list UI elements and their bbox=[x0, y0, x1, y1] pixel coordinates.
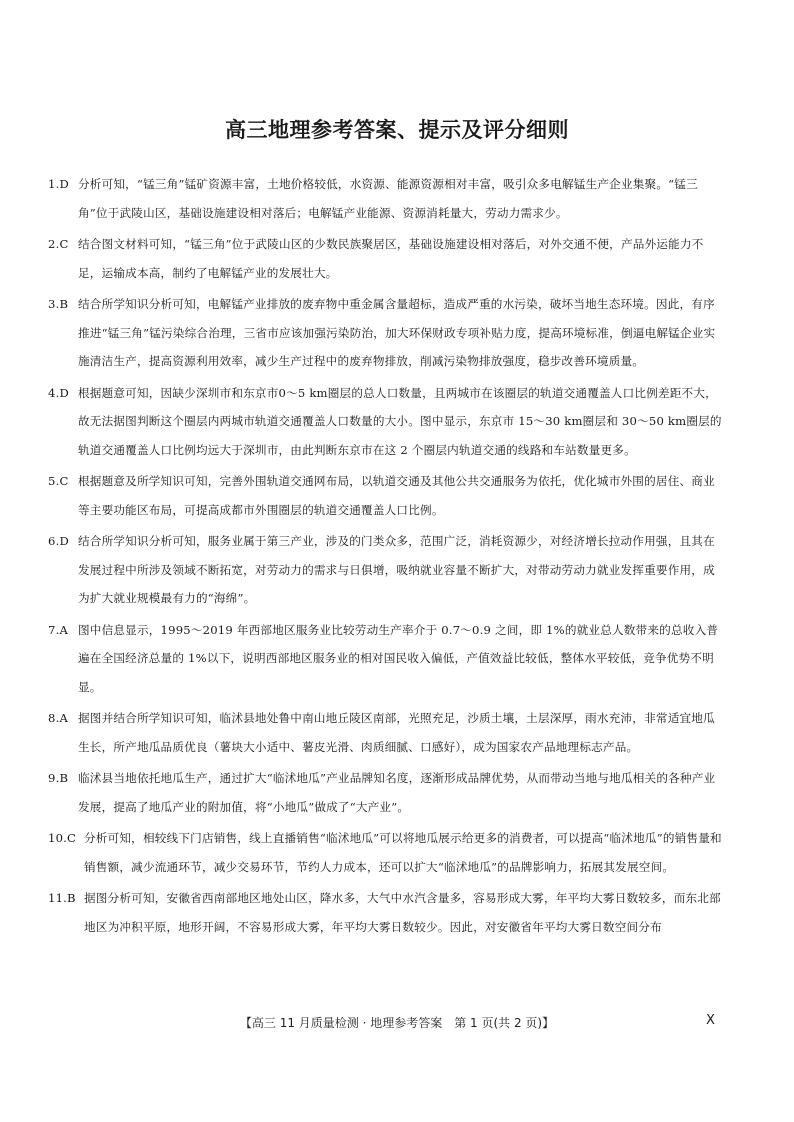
page-title: 高三地理参考答案、提示及评分细则 bbox=[225, 118, 569, 142]
answer-item-4 bbox=[48, 379, 724, 465]
answer-item-3 bbox=[48, 290, 724, 376]
answer-number: 3.B bbox=[48, 297, 69, 311]
answer-item-8 bbox=[48, 704, 724, 761]
answer-text: 根据题意可知，因缺少深圳市和东京市0～5 km圈层的总人口数量，且两城市在该圈层的轨道交通覆盖人口比例差距不大，故无法据图判断这个圈层内两城市轨道交通覆盖人口数量的大小。图中显示，东京市 15～30 km圈层和 30～50 km圈层的轨道交通覆盖人口比例均远大于深圳市，由此判断东京市在这 2 个圈层内轨道交通的线路和车站数量更多。 bbox=[78, 385, 722, 457]
answer-number: 11.B bbox=[48, 891, 76, 905]
answer-item-9 bbox=[48, 764, 724, 821]
answer-number: 9.B bbox=[48, 771, 69, 785]
answer-item-5 bbox=[48, 467, 724, 524]
footer-mark: X bbox=[706, 1013, 715, 1028]
answer-text: 据图并结合所学知识可知，临沭县地处鲁中南山地丘陵区南部，光照充足，沙质土壤，土层深厚，雨水充沛，非常适宜地瓜生长，所产地瓜品质优良（薯块大小适中、薯皮光滑、肉质细腻、口感好），成为国家农产品地理标志产品。 bbox=[78, 711, 715, 754]
answer-text: 结合图文材料可知，“锰三角”位于武陵山区的少数民族聚居区，基础设施建设相对落后，对外交通不便，产品外运能力不足，运输成本高，制约了电解锰产业的发展壮大。 bbox=[78, 237, 704, 280]
answer-text: 图中信息显示，1995～2019 年西部地区服务业比较劳动生产率介于 0.7～0.9 之间，即 1%的就业总人数带来的总收入普遍在全国经济总量的 1%以下，说明西部地区服务业的相对国民收入偏低，产值效益比较低，整体水平较低，竞争优势不明显。 bbox=[78, 622, 719, 694]
answer-text: 结合所学知识分析可知，服务业属于第三产业，涉及的门类众多，范围广泛，消耗资源少，对经济增长拉动作用强，且其在发展过程中所涉及领域不断拓宽，对劳动力的需求与日俱增，吸纳就业容量不断扩大，对带动劳动力就业发挥重要作用，成为扩大就业规模最有力的“海绵”。 bbox=[78, 534, 715, 605]
answer-item-6 bbox=[48, 527, 724, 613]
answer-text: 根据题意及所学知识可知，完善外围轨道交通网布局，以轨道交通及其他公共交通服务为依托，优化城市外围的居住、商业等主要功能区布局，可提高成都市外围圈层的轨道交通覆盖人口比例。 bbox=[78, 474, 715, 517]
answer-item-11 bbox=[48, 884, 724, 941]
answer-number: 10.C bbox=[48, 831, 77, 845]
answer-number: 7.A bbox=[48, 622, 69, 637]
answer-text: 分析可知，“锰三角”锰矿资源丰富，土地价格较低，水资源、能源资源相对丰富，吸引众多电解锰生产企业集聚。“锰三角”位于武陵山区，基础设施建设相对落后；电解锰产业能源、资源消耗量大，劳动力需求少。 bbox=[78, 177, 698, 220]
answer-number: 6.D bbox=[48, 534, 69, 548]
answer-text: 结合所学知识分析可知，电解锰产业排放的废弃物中重金属含量超标，造成严重的水污染，破坏当地生态环境。因此，有序推进“锰三角”锰污染综合治理，三省市应该加强污染防治，加大环保财政专项补贴力度，提高环境标准，倒逼电解锰企业实施清洁生产，提高资源利用效率，减少生产过程中的废弃物排放，削减污染物排放强度，稳步改善环境质量。 bbox=[78, 297, 716, 368]
answer-number: 2.C bbox=[48, 237, 69, 251]
answer-text: 临沭县当地依托地瓜生产，通过扩大“临沭地瓜”产业品牌知名度，逐渐形成品牌优势，从而带动当地与地瓜相关的各种产业发展，提高了地瓜产业的附加值，将“小地瓜”做成了“大产业”。 bbox=[78, 771, 716, 814]
answer-item-2 bbox=[48, 230, 724, 287]
answer-item-7 bbox=[48, 616, 724, 702]
answer-number: 1.D bbox=[48, 177, 69, 191]
page-footer: 【高三 11 月质量检测 · 地理参考答案 第 1 页(共 2 页)】 bbox=[239, 1016, 555, 1030]
answer-text: 据图分析可知，安徽省西南部地区地处山区，降水多，大气中水汽含量多，容易形成大雾，年平均大雾日数较多，而东北部地区为冲积平原，地形开阔，不容易形成大雾，年平均大雾日数较少。因此，对安徽省年平均大雾日数空间分布 bbox=[84, 891, 721, 934]
answer-number: 4.D bbox=[48, 385, 69, 400]
answer-number: 5.C bbox=[48, 474, 69, 488]
answer-item-10 bbox=[48, 824, 724, 881]
answer-text: 分析可知，相较线下门店销售，线上直播销售“临沭地瓜”可以将地瓜展示给更多的消费者，可以提高“临沭地瓜”的销售量和销售额，减少流通环节，减少交易环节，节约人力成本，还可以扩大“临沭地瓜”的品牌影响力，拓展其发展空间。 bbox=[84, 831, 722, 874]
answer-item-1 bbox=[48, 170, 724, 227]
answer-number: 8.A bbox=[48, 711, 69, 725]
answer-list bbox=[48, 170, 724, 944]
